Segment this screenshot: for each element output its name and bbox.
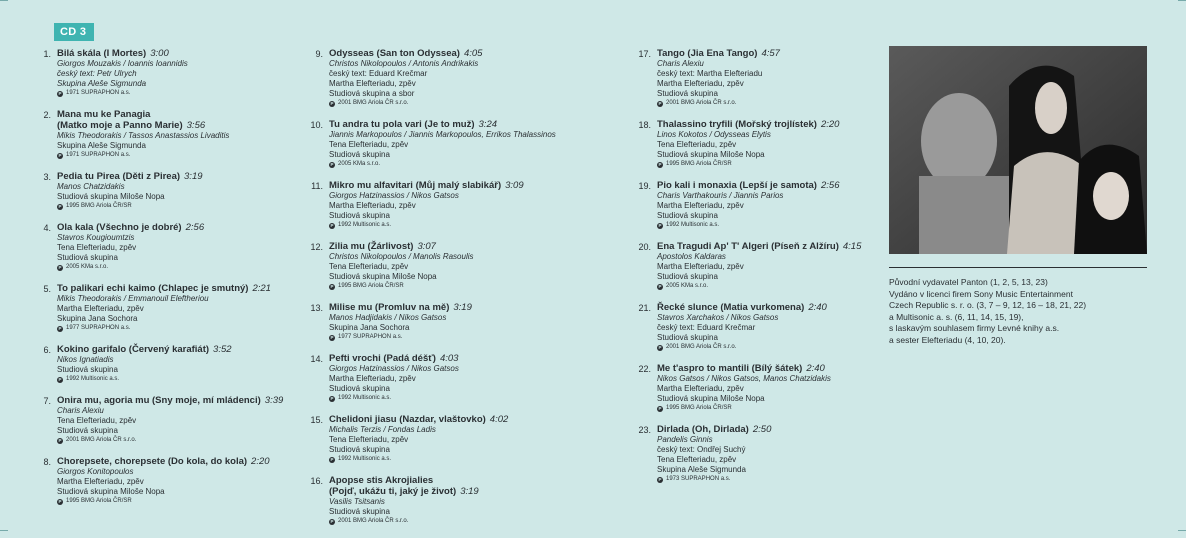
track-number: 23. [638,425,651,435]
track-performer: Studiová skupina Miloše Nopa [329,272,437,281]
crop-mark [1178,0,1186,1]
copyright-text: 2005 KMa s.r.o. [338,161,381,167]
track-title-text: Onira mu, agoria mu (Sny moje, mí mládenci) [57,395,261,406]
track-number: 12. [310,242,323,252]
track-performer: Martha Elefteriadu, zpěv [57,477,144,486]
phonogram-icon: P [330,518,334,524]
track-performer: Studiová skupina Miloše Nopa [657,394,765,403]
track-entry [306,475,606,526]
track-performer: český text: Ondřej Suchý [657,445,746,454]
phonogram-icon: P [330,222,334,228]
license-line: Czech Republic s. r. o. (3, 7 – 9, 12, 16 – 18, 21, 22) [889,300,1087,310]
track-credit: český text: Petr Ulrych [57,69,137,78]
track-copyright [57,151,304,160]
track-entry [634,363,894,413]
track-entry [634,180,894,230]
track-duration: 2:40 [806,363,825,374]
track-number: 10. [310,120,323,130]
track-number: 16. [310,476,323,486]
track-duration: 4:03 [439,353,459,364]
track-title [329,302,606,313]
track-performer: Studiová skupina [57,365,118,374]
track-entry [34,395,304,445]
track-title [57,48,304,59]
track-credit: Mikis Theodorakis / Tassos Anastassios Livaditis [57,131,230,140]
track-number: 13. [310,303,323,313]
track-copyright [329,99,606,108]
track-title [57,109,304,131]
track-credit: Vasilis Tsitsanis [329,497,385,506]
track-title-text: Chelidoni jiasu (Nazdar, vlaštovko) [329,414,486,425]
track-performer: Skupina Aleše Sigmunda [57,141,146,150]
band-photo [889,46,1147,254]
track-copyright [329,333,606,342]
track-performer: Studiová skupina [329,150,390,159]
track-number: 18. [638,120,651,130]
copyright-text: 1995 BMG Ariola ČR/SR [666,161,732,167]
track-credit: Giorgos Hatzinassios / Nikos Gatsos [329,364,459,373]
track-title-text: Odysseas (San ton Odyssea) [329,48,460,59]
track-duration: 3:19 [453,302,472,313]
copyright-text: 1992 Multisonic a.s. [666,222,720,228]
tracklist-column-1 [34,48,304,517]
track-credit: Michalis Terzis / Fondas Ladis [329,425,436,434]
track-copyright [57,497,304,506]
track-number: 4. [43,223,51,233]
track-copyright [57,89,304,98]
track-entry [634,424,894,484]
track-entry [634,119,894,169]
track-entry [34,344,304,384]
phonogram-icon: P [58,90,62,96]
phonogram-icon: P [58,264,62,270]
track-title-text: Dirlada (Oh, Dirlada) [657,424,749,435]
track-performer: Tena Elefteriadu, zpěv [657,140,737,149]
track-duration: 3:39 [264,395,284,406]
track-copyright [657,160,894,169]
phonogram-icon: P [58,152,62,158]
track-credit: Apostolos Kaldaras [657,252,726,261]
track-entry [34,222,304,272]
track-title-text: Me t'aspro to mantili (Bílý šátek) [657,363,803,374]
track-performer: Studiová skupina a sbor [329,89,415,98]
track-title-text: Pio kali i monaxia (Lepší je samota) [657,180,817,191]
copyright-text: 2005 KMa s.r.o. [666,283,709,289]
track-credit: Charis Alexiu [657,59,704,68]
track-entry [34,171,304,211]
track-title-text: Pedia tu Pirea (Děti z Pirea) [57,171,181,182]
track-copyright [57,263,304,272]
track-performer: Studiová skupina [657,333,718,342]
track-entry [634,241,894,291]
track-copyright [657,343,894,352]
track-performer: Studiová skupina Miloše Nopa [57,487,165,496]
track-title-text: Thalassino tryfili (Mořský trojlístek) [657,119,817,130]
license-line: s laskavým souhlasem firmy Levné knihy a.s. [889,323,1060,333]
track-title [57,395,304,406]
track-number: 1. [43,49,51,59]
track-number: 21. [638,303,651,313]
copyright-text: 1977 SUPRAPHON a.s. [66,325,131,331]
track-title [657,48,894,59]
track-duration: 2:40 [808,302,827,313]
track-title-text: Bilá skála (I Mortes) [57,48,147,59]
track-entry [306,241,606,291]
track-entry [306,180,606,230]
track-credit: Manos Chatzidakis [57,182,125,191]
track-title-text: Zilia mu (Žárlivost) [329,241,414,252]
track-title [329,48,606,59]
copyright-text: 1992 Multisonic a.s. [338,222,392,228]
track-copyright [329,517,606,526]
track-title [329,180,606,191]
track-copyright [329,394,606,403]
track-number: 7. [43,396,51,406]
photo-illustration [889,46,1147,254]
track-credit: Nikos Ignatiadis [57,355,114,364]
phonogram-icon: P [658,283,662,289]
phonogram-icon: P [58,203,62,209]
phonogram-icon: P [658,344,662,350]
track-entry [634,48,894,108]
track-entry [34,456,304,506]
track-performer: Martha Elefteriadu, zpěv [657,79,744,88]
track-entry [306,353,606,403]
track-title [657,119,894,130]
track-number: 17. [638,49,651,59]
track-entry [306,48,606,108]
track-title [657,363,894,374]
track-title [329,119,606,130]
track-copyright [657,221,894,230]
track-performer: Studiová skupina [657,211,718,220]
track-duration: 4:02 [489,414,509,425]
track-title [657,180,894,191]
phonogram-icon: P [330,395,334,401]
phonogram-icon: P [658,405,662,411]
track-credit: Christos Nikolopoulos / Manolis Rasoulis [329,252,474,261]
phonogram-icon: P [330,161,334,167]
track-copyright [657,475,894,484]
track-duration: 4:05 [463,48,483,59]
copyright-text: 2001 BMG Ariola ČR s.r.o. [666,344,737,350]
crop-mark [1178,530,1186,531]
license-line: a sester Elefteriadu (4, 10, 20). [889,334,1006,345]
track-credit: Pandelis Ginnis [657,435,713,444]
track-title-text: (Matko moje a Panno Marie) [57,120,183,131]
track-number: 22. [638,364,651,374]
track-performer: Tena Elefteriadu, zpěv [329,262,409,271]
crop-mark [0,530,8,531]
phonogram-icon: P [58,325,62,331]
track-title-text: Apopse stis Akrojialies [329,475,434,486]
track-title [57,222,304,233]
track-credit: Linos Kokotos / Odysseas Elytis [657,130,771,139]
track-title [57,456,304,467]
track-credit: Charis Alexiu [57,406,104,415]
copyright-text: 1971 SUPRAPHON a.s. [66,152,131,158]
track-performer: Tena Elefteriadu, zpěv [657,455,737,464]
cd-badge: CD 3 [54,23,94,41]
track-entry [306,302,606,342]
track-performer: český text: Martha Elefteriadu [657,69,763,78]
track-title-text: (Pojď, ukážu ti, jaký je život) [329,486,457,497]
track-credit: Charis Varthakouris / Jiannis Parios [657,191,784,200]
track-performer: Studiová skupina [329,384,390,393]
track-duration: 3:00 [150,48,169,59]
tracklist-column-3 [634,48,894,495]
track-performer: Skupina Jana Sochora [57,314,138,323]
track-duration: 2:50 [752,424,772,435]
track-copyright [329,160,606,169]
track-credit: Mikis Theodorakis / Emmanouil Eleftheriou [57,294,209,303]
phonogram-icon: P [330,456,334,462]
track-performer: Studiová skupina [57,253,118,262]
divider [889,267,1147,268]
tracklist-column-2 [306,48,606,537]
track-copyright [329,221,606,230]
track-entry [34,48,304,98]
copyright-text: 2001 BMG Ariola ČR s.r.o. [338,100,409,106]
copyright-text: 1971 SUPRAPHON a.s. [66,90,131,96]
track-duration: 4:57 [761,48,780,59]
track-performer: Skupina Aleše Sigmunda [657,465,746,474]
track-title-text: Řecké slunce (Matia vurkomena) [657,302,805,313]
copyright-text: 2001 BMG Ariola ČR s.r.o. [338,518,409,524]
track-title-text: Ena Tragudi Ap' T' Algeri (Píseň z Alžíru) [657,241,839,252]
track-copyright [329,282,606,291]
track-duration: 2:56 [820,180,840,191]
track-entry [306,119,606,169]
copyright-text: 1992 Multisonic a.s. [338,456,392,462]
track-number: 19. [638,181,651,191]
track-performer: Studiová skupina [329,211,390,220]
track-duration: 2:20 [251,456,270,467]
copyright-text: 1995 BMG Ariola ČR/SR [66,498,132,504]
track-copyright [57,324,304,333]
copyright-text: 2001 BMG Ariola ČR s.r.o. [666,100,737,106]
track-duration: 3:52 [213,344,232,355]
track-title [657,241,894,252]
phonogram-icon: P [658,100,662,106]
track-duration: 3:56 [186,120,206,131]
track-performer: Tena Elefteriadu, zpěv [57,416,137,425]
track-number: 8. [43,457,51,467]
track-duration: 3:19 [460,486,479,497]
track-title-text: Milise mu (Promluv na mě) [329,302,450,313]
track-copyright [57,436,304,445]
track-performer: český text: Eduard Krečmar [657,323,756,332]
track-title-text: Mana mu ke Panagia [57,109,151,120]
track-title-text: Chorepsete, chorepsete (Do kola, do kola) [57,456,248,467]
track-performer: Martha Elefteriadu, zpěv [657,201,744,210]
track-copyright [57,375,304,384]
copyright-text: 1995 BMG Ariola ČR/SR [338,283,404,289]
track-number: 14. [310,354,323,364]
track-credit: Nikos Gatsos / Nikos Gatsos, Manos Chatzidakis [657,374,831,383]
track-performer: Studiová skupina [329,445,390,454]
track-number: 3. [43,172,51,182]
track-copyright [657,404,894,413]
phonogram-icon: P [58,376,62,382]
track-copyright [657,99,894,108]
track-title [329,241,606,252]
track-title-text: Mikro mu alfavitari (Můj malý slabikář) [329,180,502,191]
track-performer: Studiová skupina [657,272,718,281]
track-copyright [329,455,606,464]
track-number: 11. [311,181,323,191]
track-entry [634,302,894,352]
license-info [889,277,1159,346]
track-title-text: Kokino garifalo (Červený karafiát) [57,344,210,355]
phonogram-icon: P [658,476,662,482]
copyright-text: 2005 KMa s.r.o. [66,264,109,270]
copyright-text: 1995 BMG Ariola ČR/SR [666,405,732,411]
track-performer: Martha Elefteriadu, zpěv [329,374,416,383]
track-title [329,353,606,364]
track-copyright [657,282,894,291]
phonogram-icon: P [658,222,662,228]
track-title [329,414,606,425]
track-title-text: Tu andra tu pola vari (Je to muž) [329,119,475,130]
track-credit: Stavros Kougioumtzis [57,233,135,242]
track-performer: Skupina Jana Sochora [329,323,410,332]
copyright-text: 1995 BMG Ariola ČR/SR [66,203,132,209]
track-title [57,344,304,355]
track-credit: Skupina Aleše Sigmunda [57,79,147,88]
track-title [57,171,304,182]
track-credit: Manos Hadjidakis / Nikos Gatsos [329,313,447,322]
track-performer: Studiová skupina [329,507,390,516]
license-line: Vydáno v licenci firem Sony Music Entertainment [889,288,1073,299]
track-performer: Tena Elefteriadu, zpěv [329,435,409,444]
track-title [657,424,894,435]
track-performer: Tena Elefteriadu, zpěv [57,243,137,252]
copyright-text: 2001 BMG Ariola ČR s.r.o. [66,437,137,443]
track-duration: 3:24 [478,119,498,130]
track-entry [306,414,606,464]
track-performer: Martha Elefteriadu, zpěv [657,262,744,271]
track-performer: Martha Elefteriadu, zpěv [329,79,416,88]
track-credit: Giorgos Mouzakis / Ioannis Ioannidis [57,59,188,68]
track-title-text: To palikari echi kaimo (Chlapec je smutný) [57,283,249,294]
track-performer: Studiová skupina [657,89,718,98]
track-number: 15. [310,415,323,425]
track-title-text: Pefti vrochi (Padá déšť) [329,353,436,364]
track-duration: 4:15 [842,241,862,252]
phonogram-icon: P [658,161,662,167]
crop-mark [0,0,8,1]
track-credit: Jiannis Markopoulos / Jiannis Markopoulos, Errikos Thalassinos [329,130,556,139]
license-line: a Multisonic a. s. (6, 11, 14, 15, 19), [889,311,1024,322]
track-credit: Giorgos Konitopoulos [57,467,134,476]
track-performer: Studiová skupina Miloše Nopa [57,192,165,201]
track-number: 5. [43,284,51,294]
track-number: 9. [315,49,323,59]
track-number: 6. [43,345,51,355]
track-duration: 2:56 [185,222,205,233]
track-performer: český text: Eduard Krečmar [329,69,428,78]
track-credit: Christos Nikolopoulos / Antonis Andrikakis [329,59,479,68]
track-performer: Martha Elefteriadu, zpěv [329,201,416,210]
track-performer: Tena Elefteriadu, zpěv [329,140,409,149]
phonogram-icon: P [58,437,62,443]
license-line: Původní vydavatel Panton (1, 2, 5, 13, 23) [889,277,1048,287]
track-title-text: Ola kala (Všechno je dobré) [57,222,182,233]
track-number: 20. [638,242,651,252]
track-number: 2. [43,110,51,120]
track-credit: Giorgos Hatzinassios / Nikos Gatsos [329,191,459,200]
phonogram-icon: P [58,498,62,504]
phonogram-icon: P [330,283,334,289]
track-performer: Martha Elefteriadu, zpěv [57,304,144,313]
track-duration: 2:20 [820,119,840,130]
track-entry [34,109,304,160]
track-copyright [57,202,304,211]
track-duration: 3:07 [417,241,436,252]
track-duration: 3:09 [505,180,524,191]
track-title [329,475,606,497]
copyright-text: 1973 SUPRAPHON a.s. [666,476,731,482]
copyright-text: 1992 Multisonic a.s. [66,376,120,382]
track-duration: 3:19 [184,171,203,182]
copyright-text: 1992 Multisonic a.s. [338,395,392,401]
track-title [657,302,894,313]
phonogram-icon: P [330,334,334,340]
track-title [57,283,304,294]
track-performer: Martha Elefteriadu, zpěv [657,384,744,393]
track-title-text: Tango (Jia Ena Tango) [657,48,758,59]
track-duration: 2:21 [252,283,271,294]
phonogram-icon: P [330,100,334,106]
track-entry [34,283,304,333]
track-credit: Stavros Xarchakos / Nikos Gatsos [657,313,779,322]
track-performer: Studiová skupina [57,426,118,435]
copyright-text: 1977 SUPRAPHON a.s. [338,334,403,340]
track-performer: Studiová skupina Miloše Nopa [657,150,765,159]
